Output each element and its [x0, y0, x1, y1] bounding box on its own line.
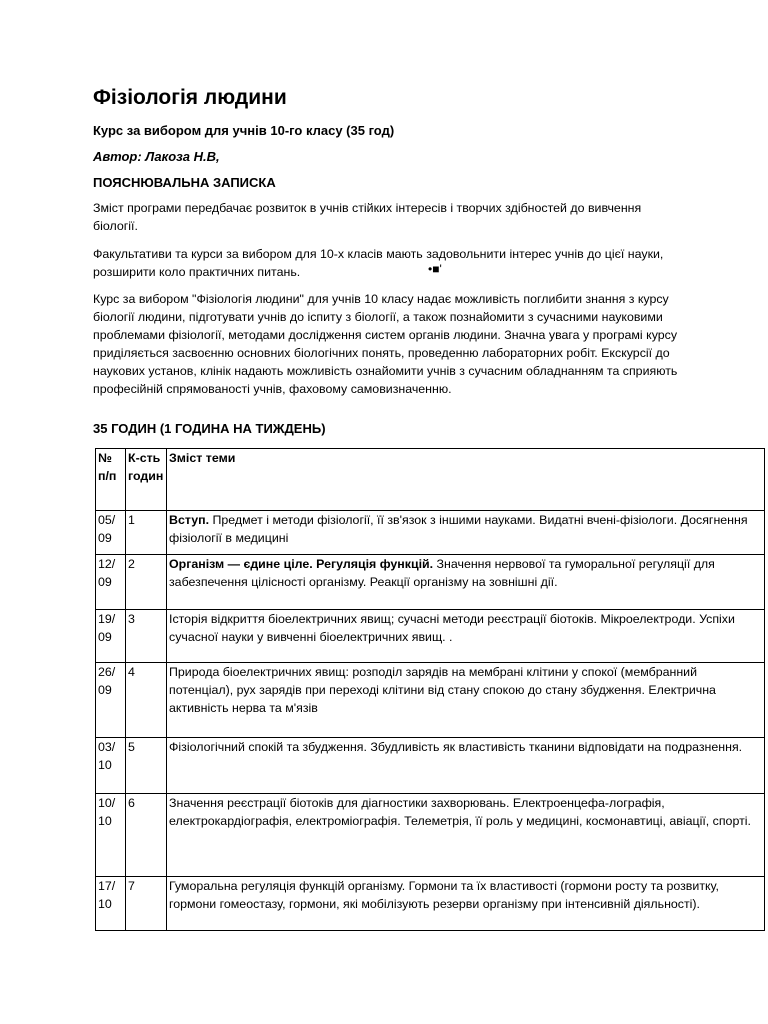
row-topic — [167, 555, 765, 610]
row-date: 26/ 09 — [96, 663, 126, 738]
row-topic-text: Фізіологічний спокій та збудження. Збудливість як властивість тканини відповідати на подразнення. — [169, 740, 743, 754]
row-date: 17/ 10 — [96, 877, 126, 931]
row-topic-bold: Організм — єдине ціле. Регуляція функцій. — [169, 557, 434, 571]
row-date: 03/ 10 — [96, 738, 126, 794]
table-row — [96, 794, 765, 877]
note-heading: ПОЯСНЮВАЛЬНА ЗАПИСКА — [93, 175, 276, 190]
table-row — [96, 555, 765, 610]
header-topic: Зміст теми — [167, 449, 765, 511]
paragraph-1: Зміст програми передбачає розвиток в учнів стійких інтересів і творчих здібностей до вивчення біології. — [93, 201, 642, 233]
row-date: 05/ 09 — [96, 511, 126, 555]
row-date: 19/ 09 — [96, 610, 126, 663]
row-topic-text: Природа біоелектричних явищ: розподіл зарядів на мембрані клітини у спокої (мембранний потенціал), рух зарядів при переході клітини від стану спокою до стану збудження. Електрична активність нерва та м'язів — [169, 665, 716, 715]
hours-heading: 35 ГОДИН (1 ГОДИНА НА ТИЖДЕНЬ) — [93, 421, 326, 436]
row-topic — [167, 610, 765, 663]
table-row — [96, 511, 765, 555]
row-topic-text: Історія відкриття біоелектричних явищ; сучасні методи реєстрації біотоків. Мікроелектроди. Успіхи сучасної науки у вивченні біоелектричних явищ. . — [169, 612, 735, 644]
row-topic-text: Значення реєстрації біотоків для діагностики захворювань. Електроенцефа-лографія, електрокардіографія, електроміографія. Телеметрія, її роль у медицині, космонавтиці, авіації, спорті. — [169, 796, 751, 828]
table-header-row — [96, 449, 765, 511]
row-date: 12/ 09 — [96, 555, 126, 610]
table-row — [96, 663, 765, 738]
table-row — [96, 610, 765, 663]
stray-mark: •■' — [428, 262, 442, 276]
row-topic — [167, 663, 765, 738]
row-number: 6 — [126, 794, 167, 877]
paragraph-3: Курс за вибором "Фізіологія людини" для учнів 10 класу надає можливість поглибити знання з курсу біології людини, підготувати учнів до іспиту з біології, а також познайомити з сучасними науковими проблемами фізіології, методами дослідження систем органів людини. Значна увага у програмі курсу приділяється засвоєнню основних біологічних понять, проведенню лабораторних робіт. Екскурсії до наукових установ, клінік надають можливість ознайомити учнів з сучасним обладнанням та сприяють професійній спрямованості учнів, фаховому самовизначенню. — [93, 292, 678, 396]
document-title: Фізіологія людини — [93, 86, 287, 109]
row-date: 10/ 10 — [96, 794, 126, 877]
table-row — [96, 738, 765, 794]
table-row — [96, 877, 765, 931]
row-topic-bold: Вступ. — [169, 513, 210, 527]
course-subtitle: Курс за вибором для учнів 10-го класу (35 год) — [93, 123, 395, 138]
row-topic — [167, 877, 765, 931]
row-topic — [167, 738, 765, 794]
curriculum-table — [95, 448, 765, 931]
row-number: 1 — [126, 511, 167, 555]
row-number: 4 — [126, 663, 167, 738]
row-number: 7 — [126, 877, 167, 931]
paragraph-2: Факультативи та курси за вибором для 10-х класів мають задовольнити інтерес учнів до цієї науки, розширити коло практичних питань. — [93, 247, 664, 279]
author-line: Автор: Лакоза Н.В, — [93, 149, 220, 164]
row-topic-text: Значення нервової та гуморальної регуляції для забезпечення цілісності організму. Реакції організму на зовнішні дії. — [169, 557, 715, 589]
row-number: 3 — [126, 610, 167, 663]
header-hours: К-сть годин — [126, 449, 167, 511]
row-topic-text: Предмет і методи фізіології, її зв'язок з іншими науками. Видатні вчені-фізіологи. Досягнення фізіології в медицині — [169, 513, 748, 545]
header-number: № п/п — [96, 449, 126, 511]
row-topic — [167, 794, 765, 877]
row-number: 2 — [126, 555, 167, 610]
row-topic — [167, 511, 765, 555]
row-number: 5 — [126, 738, 167, 794]
row-topic-text: Гуморальна регуляція функцій організму. Гормони та їх властивості (гормони росту та розвитку, гормони гомеостазу, гормони, які мобілізують резерви організму при інтенсивній діяльності). — [169, 879, 719, 911]
